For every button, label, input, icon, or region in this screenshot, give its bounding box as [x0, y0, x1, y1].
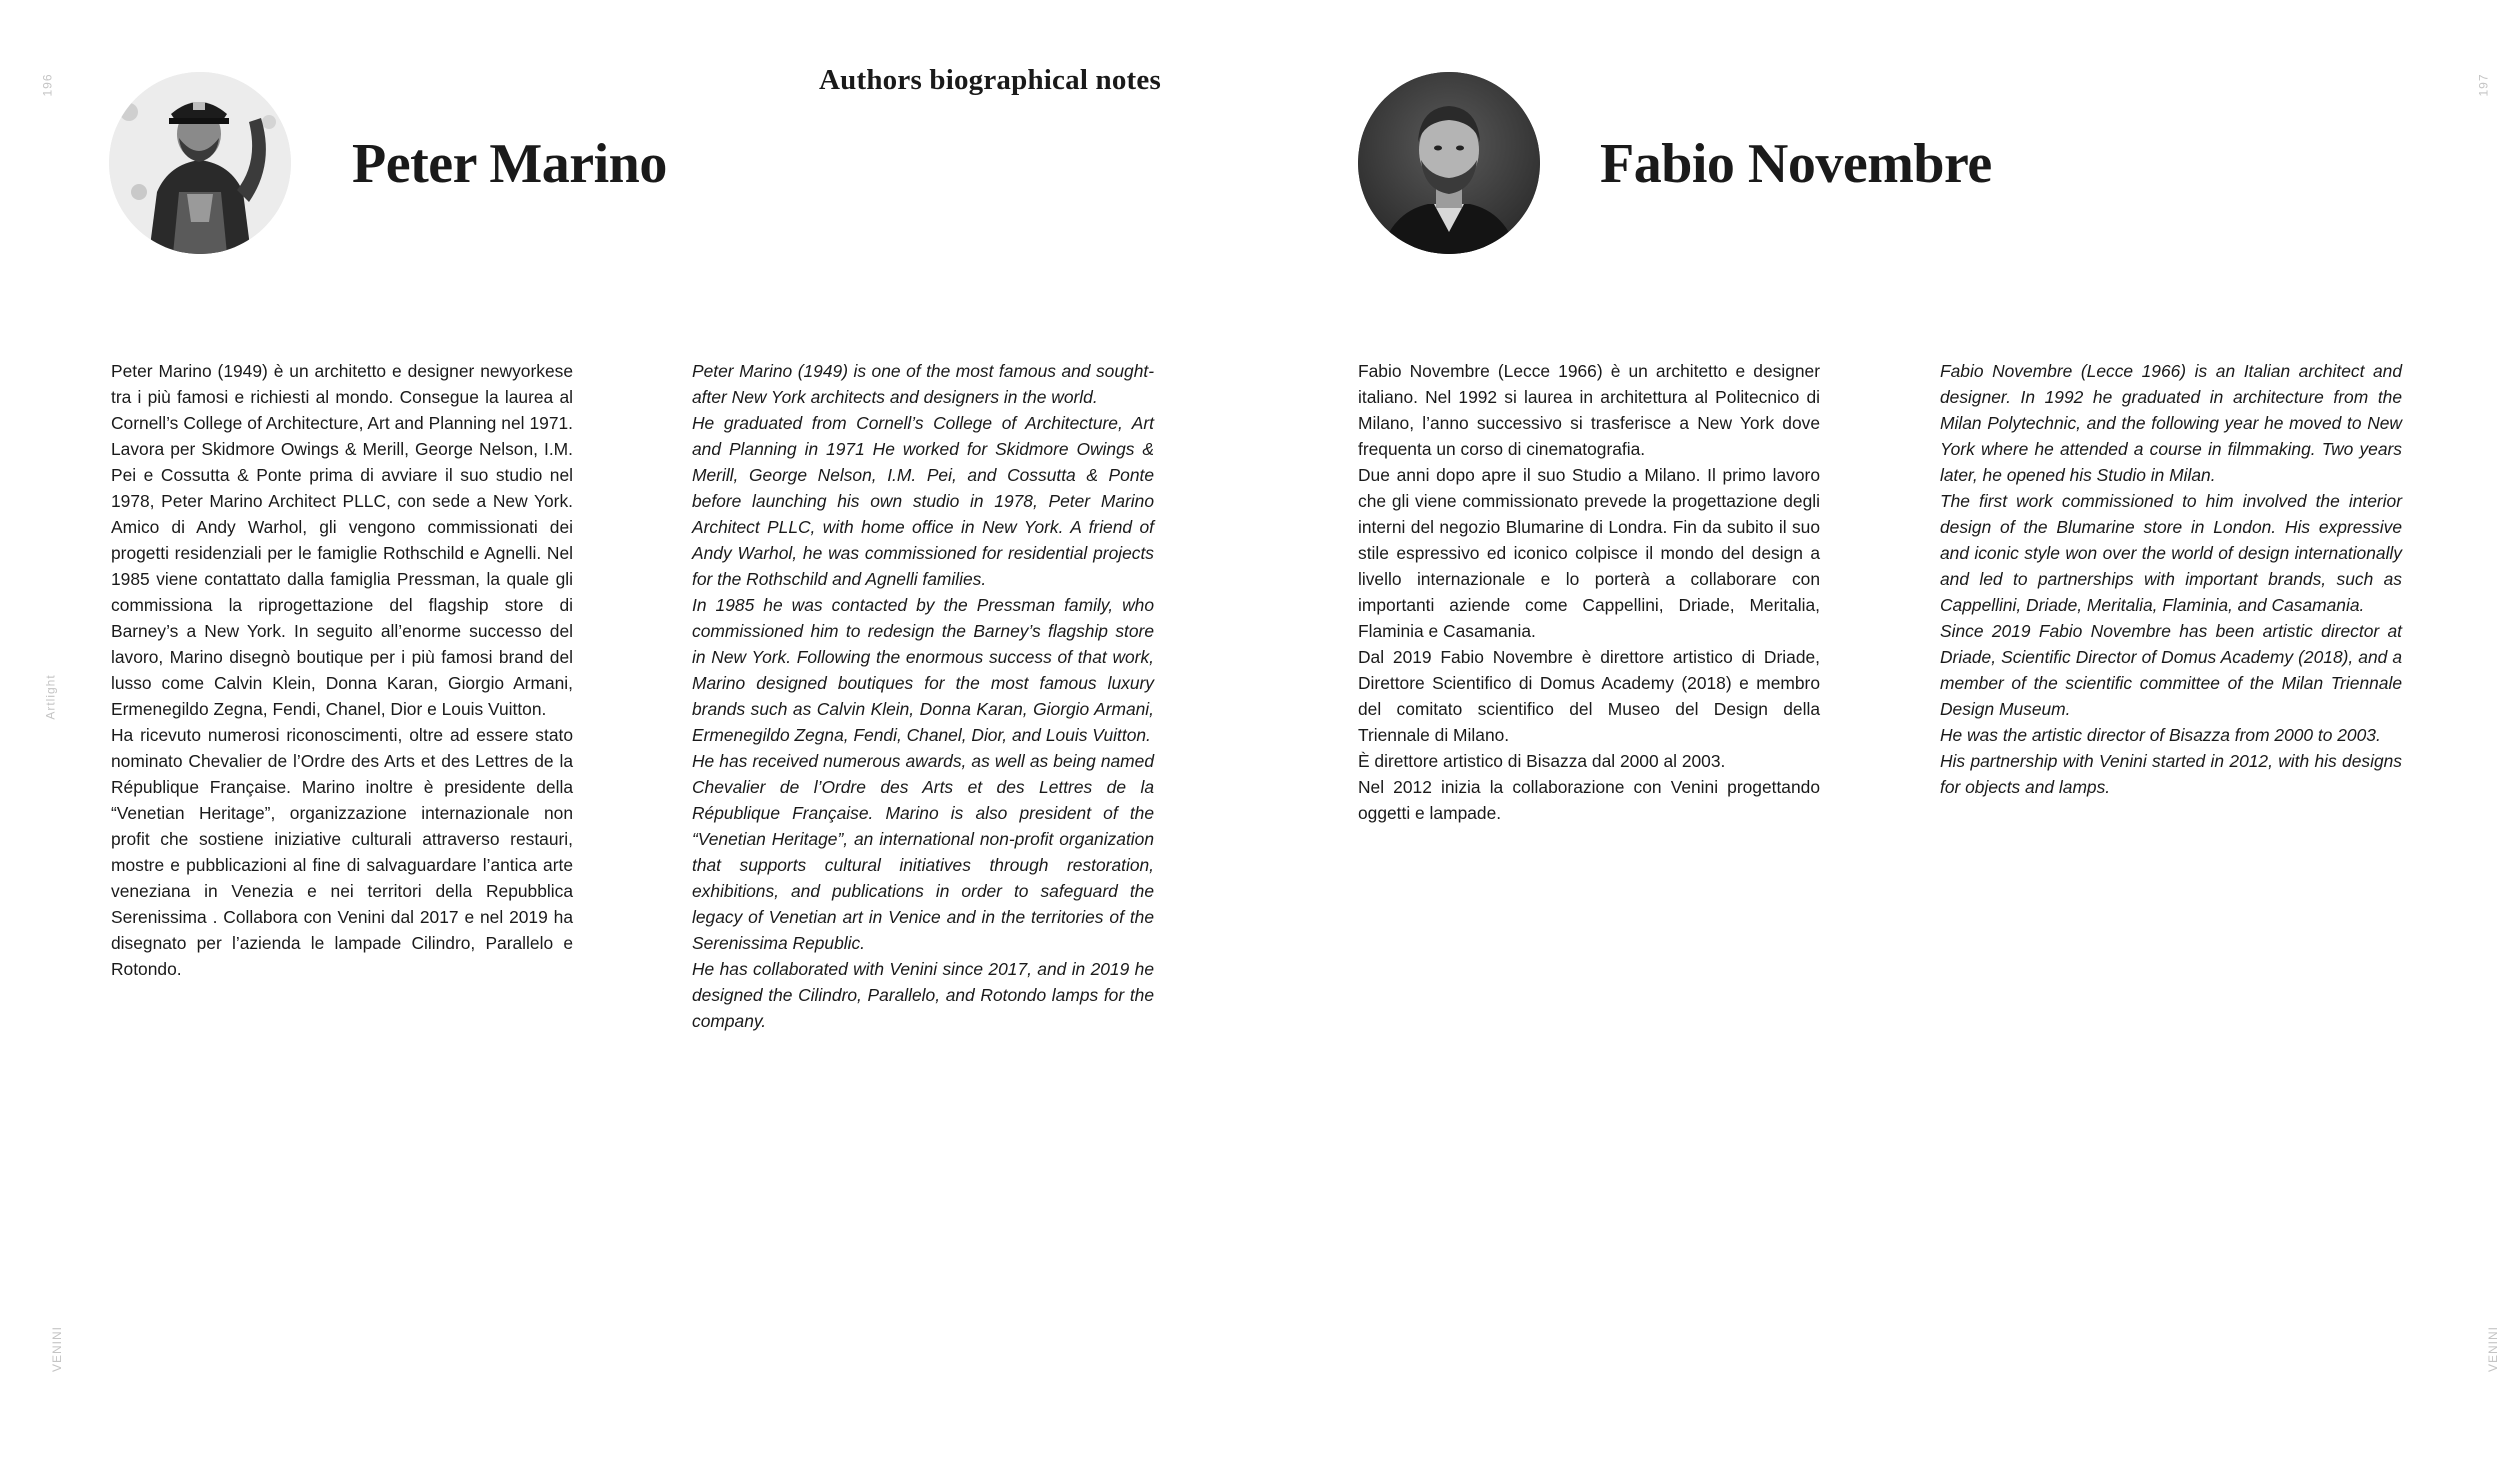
bio-marino-english [692, 358, 1154, 1034]
brand-label-left: VENINI [50, 1325, 65, 1373]
bio-paragraph: Due anni dopo apre il suo Studio a Milano. Il primo lavoro che gli viene commissionato prevede la progettazione degli interni del negozio Blumarine di Londra. Fin da subito il suo stile espressivo ed iconico colpisce il mondo del design a livello internazionale e lo porterà a collaborare con importanti aziende come Cappellini, Driade, Meritalia, Flaminia e Casamania. [1358, 465, 1820, 641]
bio-paragraph: He has received numerous awards, as well as being named Chevalier de l’Ordre des Arts et des Lettres de la République Française. Marino is also president of the “Venetian Heritage”, an international non-profit organization that supports cultural initiatives through restoration, exhibitions, and publications in order to safeguard the legacy of Venetian art in Venice and in the territories of the Serenissima Republic. [692, 751, 1154, 953]
brand-label-right: VENINI [2486, 1325, 2500, 1373]
bio-novembre-english [1940, 358, 2402, 800]
bio-paragraph: He has collaborated with Venini since 2017, and in 2019 he designed the Cilindro, Parallelo, and Rotondo lamps for the company. [692, 959, 1154, 1031]
bio-paragraph: Since 2019 Fabio Novembre has been artistic director at Driade, Scientific Director of Domus Academy (2018), and a member of the scientific committee of the Milan Triennale Design Museum. [1940, 621, 2402, 719]
bio-paragraph: The first work commissioned to him involved the interior design of the Blumarine store in London. His expressive and iconic style won over the world of design internationally and led to partnerships with important brands, such as Cappellini, Driade, Meritalia, Flaminia, and Casamania. [1940, 491, 2402, 615]
bio-paragraph: Peter Marino (1949) è un architetto e designer newyorkese tra i più famosi e richiesti al mondo. Consegue la laurea al Cornell’s College of Architecture, Art and Planning nel 1971. Lavora per Skidmore Owings & Merill, George Nelson, I.M. Pei e Cossutta & Ponte prima di avviare il suo studio nel 1978, Peter Marino Architect PLLC, con sede a New York. Amico di Andy Warhol, gli vengono commissionati dei progetti residenziali per le famiglie Rothschild e Agnelli. Nel 1985 viene contattato dalla famiglia Pressman, la quale gli commissiona la riprogettazione del flagship store di Barney’s a New York. In seguito all’enorme successo del lavoro, Marino disegnò boutique per i più famosi brand del lusso come Calvin Klein, Donna Karan, Giorgio Armani, Ermenegildo Zegna, Fendi, Chanel, Dior e Louis Vuitton. [111, 361, 573, 719]
bio-paragraph: His partnership with Venini started in 2012, with his designs for objects and lamps. [1940, 751, 2402, 797]
page-number-right: 197 [2476, 73, 2491, 97]
bio-paragraph: Fabio Novembre (Lecce 1966) is an Italian architect and designer. In 1992 he graduated in architecture from the Milan Polytechnic, and the following year he moved to New York where he attended a course in filmmaking. Two years later, he opened his Studio in Milan. [1940, 361, 2402, 485]
author-portrait-marino [109, 72, 291, 254]
section-label: Artlight [43, 674, 58, 720]
portrait-photo-icon [1358, 72, 1540, 254]
author-name-marino: Peter Marino [352, 133, 667, 195]
bio-paragraph: Nel 2012 inizia la collaborazione con Venini progettando oggetti e lampade. [1358, 777, 1820, 823]
bio-novembre-italian [1358, 358, 1820, 826]
bio-marino-italian [111, 358, 573, 982]
bio-paragraph: He graduated from Cornell’s College of Architecture, Art and Planning in 1971 He worked for Skidmore Owings & Merill, George Nelson, I.M. Pei, and Cossutta & Ponte before launching his own studio in 1978, Peter Marino Architect PLLC, with home office in New York. A friend of Andy Warhol, he was commissioned for residential projects for the Rothschild and Agnelli families. [692, 413, 1154, 589]
bio-paragraph: He was the artistic director of Bisazza from 2000 to 2003. [1940, 725, 2381, 745]
bio-paragraph: È direttore artistico di Bisazza dal 2000 al 2003. [1358, 751, 1726, 771]
page-title: Authors biographical notes [819, 64, 1161, 96]
page-number-left: 196 [40, 73, 55, 97]
portrait-photo-icon [109, 72, 291, 254]
author-name-novembre: Fabio Novembre [1600, 133, 1992, 195]
bio-paragraph: Peter Marino (1949) is one of the most famous and sought-after New York architects and designers in the world. [692, 361, 1154, 407]
author-portrait-novembre [1358, 72, 1540, 254]
bio-paragraph: In 1985 he was contacted by the Pressman family, who commissioned him to redesign the Barney’s flagship store in New York. Following the enormous success of that work, Marino designed boutiques for the most famous luxury brands such as Calvin Klein, Donna Karan, Giorgio Armani, Ermenegildo Zegna, Fendi, Chanel, Dior, and Louis Vuitton. [692, 595, 1154, 745]
bio-paragraph: Fabio Novembre (Lecce 1966) è un architetto e designer italiano. Nel 1992 si laurea in architettura al Politecnico di Milano, l’anno successivo si trasferisce a New York dove frequenta un corso di cinematografia. [1358, 361, 1820, 459]
bio-paragraph: Dal 2019 Fabio Novembre è direttore artistico di Driade, Direttore Scientifico di Domus Academy (2018) e membro del comitato scientifico del Museo del Design della Triennale di Milano. [1358, 647, 1820, 745]
bio-paragraph: Ha ricevuto numerosi riconoscimenti, oltre ad essere stato nominato Chevalier de l’Ordre des Arts et des Lettres de la République Française. Marino inoltre è presidente della “Venetian Heritage”, organizzazione internazionale non profit che sostiene iniziative culturali attraverso restauri, mostre e pubblicazioni al fine di salvaguardare l’antica arte veneziana in Venezia e nei territori della Repubblica Serenissima . Collabora con Venini dal 2017 e nel 2019 ha disegnato per l’azienda le lampade Cilindro, Parallelo e Rotondo. [111, 725, 573, 979]
